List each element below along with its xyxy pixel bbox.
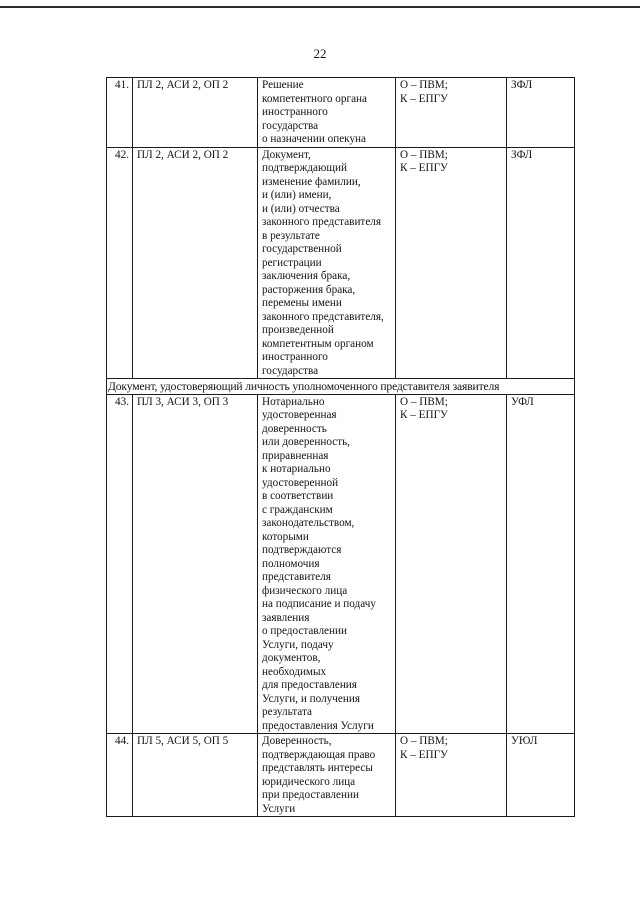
row-category: УФЛ [507,394,575,734]
section-header-row [107,379,575,395]
row-document: Документ, подтверждающий изменение фамилии, и (или) имени, и (или) отчества законного представителя в результате государственной регистрации заключения брака, расторжения брака, перемены имени законного представителя, произведенной компетентным органом иностранного государства [258,147,396,379]
row-number: 41. [107,78,133,148]
row-submission-method: О – ПВМ; К – ЕПГУ [396,78,507,148]
row-number: 44. [107,734,133,817]
page-number: 22 [313,46,327,61]
row-code: ПЛ 2, АСИ 2, ОП 2 [133,147,258,379]
documents-table [106,77,575,817]
row-number: 43. [107,394,133,734]
table-row [107,147,575,379]
row-document: Нотариально удостоверенная доверенность или доверенность, приравненная к нотариально удостоверенной в соответствии с гражданским законодательством, которыми подтверждаются полномочия представителя физического лица на подписание и подачу заявления о предоставлении Услуги, подачу документов, необходимых для предоставления Услуги, и получения результата предоставления Услуги [258,394,396,734]
row-category: ЗФЛ [507,147,575,379]
row-document: Решение компетентного органа иностранного государства о назначении опекуна [258,78,396,148]
row-category: УЮЛ [507,734,575,817]
row-code: ПЛ 2, АСИ 2, ОП 2 [133,78,258,148]
row-number: 42. [107,147,133,379]
row-submission-method: О – ПВМ; К – ЕПГУ [396,734,507,817]
row-submission-method: О – ПВМ; К – ЕПГУ [396,394,507,734]
table-row [107,78,575,148]
top-border-line [0,6,640,8]
row-submission-method: О – ПВМ; К – ЕПГУ [396,147,507,379]
row-document: Доверенность, подтверждающая право представлять интересы юридического лица при предоставлении Услуги [258,734,396,817]
table-row [107,734,575,817]
row-code: ПЛ 3, АСИ 3, ОП 3 [133,394,258,734]
table-row [107,394,575,734]
row-code: ПЛ 5, АСИ 5, ОП 5 [133,734,258,817]
section-title: Документ, удостоверяющий личность уполномоченного представителя заявителя [107,379,575,395]
row-category: ЗФЛ [507,78,575,148]
